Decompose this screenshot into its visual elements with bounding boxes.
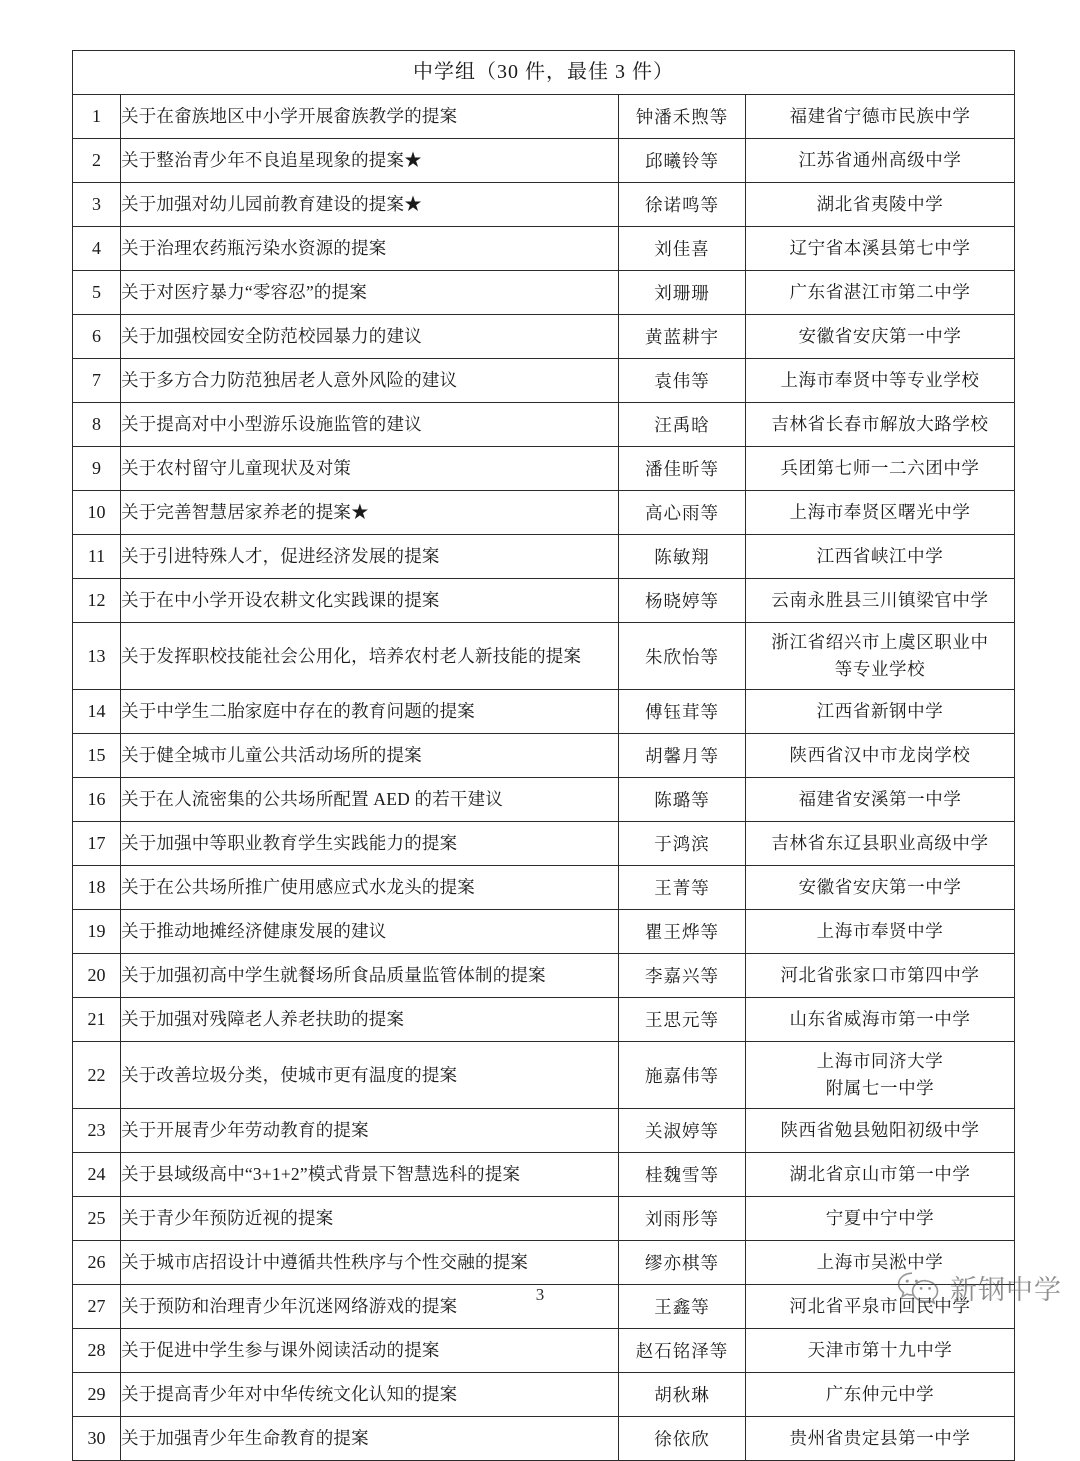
proposal-school-line: 山东省威海市第一中学 [789,1008,971,1029]
proposal-school-line: 上海市吴淞中学 [816,1251,944,1272]
proposal-school-line: 湖北省京山市第一中学 [789,1163,971,1184]
table-row [73,734,1015,778]
proposal-title: 关于加强校园安全防范校园暴力的建议 [121,315,619,359]
table-row [73,271,1015,315]
proposal-school [746,1417,1015,1461]
table-row [73,1153,1015,1197]
watermark [896,1268,1062,1307]
proposal-school [746,1042,1015,1109]
proposal-author: 关淑婷等 [619,1109,746,1153]
proposal-title: 关于在公共场所推广使用感应式水龙头的提案 [121,866,619,910]
row-index: 6 [73,315,121,359]
proposal-author: 王鑫等 [619,1285,746,1329]
proposal-school-line: 宁夏中宁中学 [825,1207,935,1228]
row-index: 17 [73,822,121,866]
proposal-author: 汪禹晗 [619,403,746,447]
proposal-school [746,95,1015,139]
proposal-title: 关于预防和治理青少年沉迷网络游戏的提案 [121,1285,619,1329]
proposal-school [746,1329,1015,1373]
proposal-title: 关于城市店招设计中遵循共性秩序与个性交融的提案 [121,1241,619,1285]
proposal-author: 高心雨等 [619,491,746,535]
row-index: 24 [73,1153,121,1197]
proposal-school [746,690,1015,734]
row-index: 26 [73,1241,121,1285]
proposal-title: 关于发挥职校技能社会公用化，培养农村老人新技能的提案 [121,623,619,690]
proposal-school [746,954,1015,998]
proposal-title: 关于在中小学开设农耕文化实践课的提案 [121,579,619,623]
table-row [73,822,1015,866]
proposal-author: 瞿王烨等 [619,910,746,954]
proposal-school-line: 广东省湛江市第二中学 [789,281,971,302]
table-row [73,183,1015,227]
proposal-school-line: 上海市奉贤区曙光中学 [789,501,971,522]
proposal-title: 关于提高对中小型游乐设施监管的建议 [121,403,619,447]
proposal-author: 潘佳昕等 [619,447,746,491]
proposal-author: 胡馨月等 [619,734,746,778]
proposal-school-line: 云南永胜县三川镇梁官中学 [771,589,989,610]
proposal-title: 关于开展青少年劳动教育的提案 [121,1109,619,1153]
proposal-author: 赵石铭泽等 [619,1329,746,1373]
proposal-school-line: 兵团第七师一二六团中学 [780,457,980,478]
proposal-author: 于鸿滨 [619,822,746,866]
row-index: 8 [73,403,121,447]
proposal-title: 关于推动地摊经济健康发展的建议 [121,910,619,954]
proposal-table-body [73,51,1015,1461]
row-index: 29 [73,1373,121,1417]
proposal-school-line: 河北省张家口市第四中学 [780,964,980,985]
proposal-title: 关于引进特殊人才，促进经济发展的提案 [121,535,619,579]
proposal-school [746,778,1015,822]
table-row [73,1373,1015,1417]
table-row [73,866,1015,910]
proposal-author: 钟潘禾煦等 [619,95,746,139]
table-row [73,139,1015,183]
proposal-title: 关于加强中等职业教育学生实践能力的提案 [121,822,619,866]
proposal-title: 关于多方合力防范独居老人意外风险的建议 [121,359,619,403]
proposal-author: 徐依欣 [619,1417,746,1461]
proposal-author: 刘珊珊 [619,271,746,315]
table-row [73,579,1015,623]
proposal-school [746,139,1015,183]
proposal-author: 袁伟等 [619,359,746,403]
proposal-school [746,866,1015,910]
proposal-school [746,1197,1015,1241]
proposal-school [746,403,1015,447]
proposal-title: 关于健全城市儿童公共活动场所的提案 [121,734,619,778]
table-row [73,1417,1015,1461]
proposal-author: 陈敏翔 [619,535,746,579]
proposal-school-line: 贵州省贵定县第一中学 [789,1427,971,1448]
row-index: 4 [73,227,121,271]
proposal-school [746,227,1015,271]
proposal-school [746,271,1015,315]
proposal-school [746,910,1015,954]
row-index: 14 [73,690,121,734]
table-row [73,1241,1015,1285]
table-row [73,447,1015,491]
proposal-school-line: 江西省峡江中学 [816,545,944,566]
row-index: 25 [73,1197,121,1241]
proposal-title: 关于治理农药瓶污染水资源的提案 [121,227,619,271]
row-index: 18 [73,866,121,910]
table-row [73,491,1015,535]
table-row [73,535,1015,579]
proposal-school-line: 吉林省东辽县职业高级中学 [771,832,989,853]
proposal-author: 缪亦棋等 [619,1241,746,1285]
row-index: 7 [73,359,121,403]
proposal-school [746,1153,1015,1197]
row-index: 12 [73,579,121,623]
proposal-author: 邱曦铃等 [619,139,746,183]
proposal-title: 关于中学生二胎家庭中存在的教育问题的提案 [121,690,619,734]
table-row [73,359,1015,403]
row-index: 10 [73,491,121,535]
proposal-school-line: 安徽省安庆第一中学 [798,876,962,897]
proposal-school [746,623,1015,690]
proposal-author: 施嘉伟等 [619,1042,746,1109]
proposal-school-line: 吉林省长春市解放大路学校 [771,413,989,434]
row-index: 19 [73,910,121,954]
table-row [73,954,1015,998]
proposal-title: 关于整治青少年不良追星现象的提案★ [121,139,619,183]
proposal-school-line: 上海市奉贤中等专业学校 [780,369,980,390]
table-group-title-text: 中学组（30 件，最佳 3 件） [413,61,674,83]
proposal-school-line: 陕西省勉县勉阳初级中学 [780,1119,980,1140]
proposal-author: 李嘉兴等 [619,954,746,998]
proposal-school-line: 福建省宁德市民族中学 [789,105,971,126]
proposal-school [746,447,1015,491]
proposal-author: 王菁等 [619,866,746,910]
proposal-school-line: 天津市第十九中学 [807,1339,953,1360]
proposal-author: 刘雨彤等 [619,1197,746,1241]
row-index: 21 [73,998,121,1042]
proposal-school-line: 江西省新钢中学 [816,700,944,721]
row-index: 27 [73,1285,121,1329]
table-header-row [73,51,1015,95]
proposal-title: 关于青少年预防近视的提案 [121,1197,619,1241]
table-row [73,1197,1015,1241]
proposal-title: 关于加强对幼儿园前教育建设的提案★ [121,183,619,227]
proposal-school-line: 湖北省夷陵中学 [816,193,944,214]
proposal-school-line: 河北省平泉市回民中学 [789,1295,971,1316]
proposal-school-line: 上海市同济大学 [816,1050,944,1071]
proposal-school [746,315,1015,359]
table-group-title [73,51,1015,95]
wechat-logo-icon [896,1270,942,1306]
proposal-school-line: 广东仲元中学 [825,1383,935,1404]
proposal-title: 关于加强对残障老人养老扶助的提案 [121,998,619,1042]
row-index: 2 [73,139,121,183]
proposal-title: 关于农村留守儿童现状及对策 [121,447,619,491]
proposal-author: 陈璐等 [619,778,746,822]
table-row [73,315,1015,359]
proposal-author: 王思元等 [619,998,746,1042]
proposal-school-line: 浙江省绍兴市上虞区职业中 [771,631,989,652]
proposal-author: 徐诺鸣等 [619,183,746,227]
row-index: 1 [73,95,121,139]
proposal-title: 关于在畲族地区中小学开展畲族教学的提案 [121,95,619,139]
proposal-school [746,734,1015,778]
row-index: 3 [73,183,121,227]
proposal-table-container [72,50,1014,1461]
proposal-author: 傅钰茸等 [619,690,746,734]
proposal-school [746,822,1015,866]
row-index: 23 [73,1109,121,1153]
proposal-school-line: 江苏省通州高级中学 [798,149,962,170]
proposal-author: 朱欣怡等 [619,623,746,690]
page-number: 3 [535,1285,545,1304]
row-index: 15 [73,734,121,778]
watermark-text: 新钢中学 [950,1275,1062,1305]
row-index: 20 [73,954,121,998]
proposal-school-line: 上海市奉贤中学 [816,920,944,941]
table-row [73,1329,1015,1373]
proposal-school [746,998,1015,1042]
row-index: 28 [73,1329,121,1373]
proposal-table [72,50,1015,1461]
table-row [73,778,1015,822]
proposal-author: 胡秋琳 [619,1373,746,1417]
proposal-author: 桂魏雪等 [619,1153,746,1197]
row-index: 5 [73,271,121,315]
row-index: 11 [73,535,121,579]
proposal-school [746,491,1015,535]
row-index: 13 [73,623,121,690]
proposal-author: 黄蓝耕宇 [619,315,746,359]
proposal-title: 关于完善智慧居家养老的提案★ [121,491,619,535]
proposal-title: 关于加强初高中学生就餐场所食品质量监管体制的提案 [121,954,619,998]
proposal-school-line: 安徽省安庆第一中学 [798,325,962,346]
table-row [73,1042,1015,1109]
proposal-school [746,1373,1015,1417]
proposal-author: 杨晓婷等 [619,579,746,623]
proposal-title: 关于在人流密集的公共场所配置 AED 的若干建议 [121,778,619,822]
row-index: 9 [73,447,121,491]
table-row [73,1109,1015,1153]
proposal-school-line: 等专业学校 [834,659,926,679]
proposal-author: 刘佳喜 [619,227,746,271]
proposal-school [746,359,1015,403]
proposal-school-line: 附属七一中学 [825,1078,935,1098]
table-row [73,690,1015,734]
table-row [73,623,1015,690]
proposal-title: 关于县域级高中“3+1+2”模式背景下智慧选科的提案 [121,1153,619,1197]
table-row [73,227,1015,271]
table-row [73,998,1015,1042]
table-row [73,403,1015,447]
row-index: 22 [73,1042,121,1109]
proposal-school-line: 陕西省汉中市龙岗学校 [789,744,971,765]
proposal-school-line: 辽宁省本溪县第七中学 [789,237,971,258]
table-row [73,910,1015,954]
proposal-school [746,535,1015,579]
row-index: 30 [73,1417,121,1461]
proposal-title: 关于提高青少年对中华传统文化认知的提案 [121,1373,619,1417]
proposal-title: 关于加强青少年生命教育的提案 [121,1417,619,1461]
proposal-school [746,579,1015,623]
proposal-school [746,183,1015,227]
proposal-title: 关于改善垃圾分类，使城市更有温度的提案 [121,1042,619,1109]
proposal-title: 关于对医疗暴力“零容忍”的提案 [121,271,619,315]
table-row [73,95,1015,139]
row-index: 16 [73,778,121,822]
proposal-school [746,1109,1015,1153]
proposal-title: 关于促进中学生参与课外阅读活动的提案 [121,1329,619,1373]
proposal-school-line: 福建省安溪第一中学 [798,788,962,809]
